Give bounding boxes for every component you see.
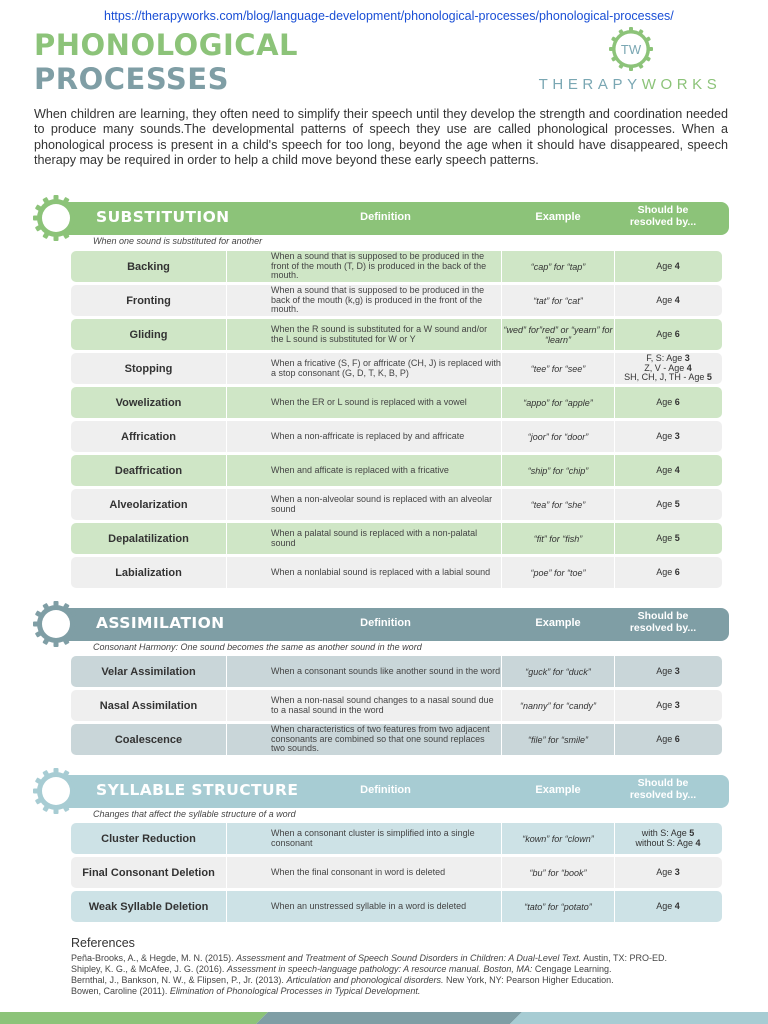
reference-title: Assessment in speech-language pathology: A resource manual. Boston, MA: [226,964,533,974]
resolved-age-line: Age 6 [656,396,680,407]
resolved-age-line: Age 3 [656,430,680,441]
reference-item [71,986,731,997]
substitution-subtitle: When one sound is substituted for another [93,236,263,246]
age-number: 5 [706,372,712,383]
resolved-age [616,557,720,588]
logo-mark-text: TW [620,42,642,57]
age-number: 3 [684,353,690,364]
resolved-header-line-1: Should be [637,204,689,216]
column-divider [501,421,502,452]
resolved-age-lines [656,534,680,544]
resolved-age [616,857,720,888]
column-divider [226,857,227,888]
process-definition: When the final consonant in word is deleted [271,866,446,877]
resolved-age-line: Age 4 [656,900,680,911]
reference-item [71,964,731,975]
age-number: 6 [674,733,680,744]
column-divider [501,857,502,888]
process-name: Alveolarization [109,498,188,511]
assimilation-header [58,608,729,641]
gear-icon [32,194,80,242]
process-name: Affrication [121,430,176,443]
resolved-age [616,891,720,922]
resolved-column-header [618,777,708,801]
process-definition: When a non-affricate is replaced by and affricate [271,430,465,441]
logo-wordmark-therapy: THERAPY [538,76,642,93]
resolved-age [616,489,720,520]
process-definition: When a consonant sounds like another sound in the word [271,665,501,676]
logo-wordmark-works: WORKS [641,76,722,93]
reference-title: Elimination of Phonological Processes in Typical Development. [169,986,421,996]
resolved-age-lines [656,262,680,272]
resolved-age [616,353,720,384]
resolved-age-lines [656,432,680,442]
process-example: “wed” for”red” or “yearn” for “learn” [503,324,613,345]
process-name: Backing [127,260,170,273]
resolved-column-header [618,610,708,634]
resolved-age-lines [656,667,680,677]
column-divider [226,656,227,687]
table-row [71,251,722,282]
column-divider [226,353,227,384]
column-divider [614,455,615,486]
process-definition: When a non-alveolar sound is replaced with an alveolar sound [271,494,493,514]
resolved-header-line-1: Should be [637,777,689,789]
process-example: “joor” for “door” [527,431,589,442]
process-name: Stopping [124,362,173,375]
reference-publisher: Cengage Learning. [532,964,612,974]
column-divider [226,251,227,282]
resolved-age-line: Age 3 [656,665,680,676]
table-row [71,891,722,922]
reference-title: Articulation and phonological disorders. [286,975,444,985]
syllable-structure-header [58,775,729,808]
column-divider [501,690,502,721]
resolved-age [616,455,720,486]
age-number: 5 [674,532,680,543]
column-divider [501,319,502,350]
age-number: 3 [674,430,680,441]
resolved-age-line: Age 3 [656,699,680,710]
age-number: 5 [674,498,680,509]
table-row [71,319,722,350]
resolved-age-line: F, S: Age 3 [646,353,690,364]
age-number: 5 [689,828,695,838]
column-divider [226,285,227,316]
resolved-age-lines [656,330,680,340]
process-definition: When a sound that is supposed to be produced in the back of the mouth (k,g) is produced in the front of the mouth. [271,285,485,315]
age-number: 4 [674,464,680,475]
column-divider [614,690,615,721]
resolved-age-line: Age 6 [656,566,680,577]
process-definition: When the ER or L sound is replaced with a vowel [271,396,467,407]
resolved-age-line: Age 4 [656,294,680,305]
column-divider [226,387,227,418]
gear-icon [32,767,80,815]
resolved-age [616,387,720,418]
column-divider [501,353,502,384]
process-example: “fit” for “fish” [533,533,583,544]
section-title: SUBSTITUTION [96,208,230,226]
footer-stripe [0,1012,768,1024]
reference-publisher: Austin, TX: PRO-ED. [581,953,667,963]
process-example: “poe” for “toe” [530,567,586,578]
column-divider [226,891,227,922]
resolved-age-lines [656,296,680,306]
age-number: 3 [674,866,680,877]
column-divider [614,489,615,520]
intro-paragraph: When children are learning, they often need to simplify their speech until they develop the strength and coordination needed to produce many sounds.The developmental patterns of speech they use are called phonological processes. When a phonological process is present in a child's speech for too long, beyond the age when it should have disappeared, speech therapy may be required in order to help a child move beyond these early speech patterns. [34,107,728,168]
column-divider [614,353,615,384]
table-row [71,557,722,588]
table-row [71,857,722,888]
resolved-age-lines [656,701,680,711]
process-example: “ship” for “chip” [527,465,589,476]
reference-item [71,975,731,986]
process-definition: When an unstressed syllable in a word is deleted [271,900,467,911]
column-divider [226,557,227,588]
logo-wordmark [528,76,732,93]
definition-column-header: Definition [360,784,411,796]
column-divider [226,523,227,554]
column-divider [614,251,615,282]
resolved-header-line-2: resolved by... [629,789,697,801]
resolved-header-line-2: resolved by... [629,216,697,228]
resolved-age [616,319,720,350]
column-divider [501,724,502,755]
process-name: Deaffrication [114,464,183,477]
age-number: 4 [695,837,701,848]
column-divider [614,523,615,554]
column-divider [226,455,227,486]
example-column-header: Example [535,211,581,223]
process-name: Nasal Assimilation [99,699,198,712]
substitution-header [58,202,729,235]
column-divider [614,656,615,687]
resolved-age [616,285,720,316]
resolved-age-lines [624,354,712,383]
column-divider [501,455,502,486]
process-example: “nanny” for “candy” [519,700,597,711]
process-example: “tat” for “cat” [533,295,583,306]
references [71,936,731,997]
page-title-line-2: PROCESSES [34,62,229,96]
resolved-age-line: Age 6 [656,733,680,744]
column-divider [501,891,502,922]
table-row [71,823,722,854]
process-definition: When a nonlabial sound is replaced with a labial sound [271,566,491,577]
table-row [71,489,722,520]
table-row [71,421,722,452]
age-number: 3 [674,699,680,710]
process-definition: When and afficate is replaced with a fricative [271,464,449,475]
resolved-age-line: Age 5 [656,498,680,509]
references-heading: References [71,936,135,950]
column-divider [614,387,615,418]
column-divider [226,724,227,755]
age-number: 4 [686,362,692,373]
process-example: “file” for “smile” [528,734,588,745]
table-row [71,353,722,384]
gear-logo-icon [608,26,654,72]
process-name: Gliding [129,328,168,341]
process-name: Labialization [115,566,182,579]
definition-column-header: Definition [360,211,411,223]
column-divider [614,421,615,452]
process-example: “tato” for “potato” [524,901,592,912]
resolved-header-line-2: resolved by... [629,622,697,634]
process-example: “guck” for “duck” [525,666,591,677]
column-divider [614,891,615,922]
resolved-age-lines [656,466,680,476]
table-row [71,523,722,554]
process-definition: When a non-nasal sound changes to a nasal sound due to a nasal sound in the word [271,695,494,715]
resolved-column-header [618,204,708,228]
process-example: “cap” for “tap” [530,261,586,272]
process-definition: When a palatal sound is replaced with a non-palatal sound [271,528,478,548]
reference-item [71,953,731,964]
column-divider [226,421,227,452]
column-divider [226,489,227,520]
column-divider [614,823,615,854]
resolved-age-line: Age 5 [656,532,680,543]
process-definition: When a sound that is supposed to be produced in the front of the mouth (T, D) is produced in the back of the mouth. [271,251,487,281]
age-number: 4 [674,900,680,911]
resolved-age-lines [656,568,680,578]
resolved-age-lines [635,829,700,848]
table-row [71,387,722,418]
age-number: 4 [674,294,680,305]
process-definition: When a fricative (S, F) or affricate (CH, J) is replaced with a stop consonant (G, D, T, K, B, P) [271,358,501,378]
section-title: ASSIMILATION [96,614,225,632]
age-number: 4 [674,260,680,271]
reference-authors: Bowen, Caroline (2011). [71,986,170,996]
syllable-structure-subtitle: Changes that affect the syllable structure of a word [93,809,296,819]
process-name: Vowelization [115,396,182,409]
resolved-age-lines [656,500,680,510]
process-name: Final Consonant Deletion [82,866,215,879]
resolved-age-line: without S: Age 4 [635,837,701,848]
column-divider [614,557,615,588]
column-divider [501,523,502,554]
resolved-age-line: Age 4 [656,260,680,271]
column-divider [226,690,227,721]
age-number: 6 [674,328,680,339]
resolved-age-lines [656,868,680,878]
example-column-header: Example [535,784,581,796]
column-divider [614,724,615,755]
process-name: Coalescence [114,733,183,746]
process-name: Fronting [126,294,171,307]
process-example: “tea” for “she” [530,499,586,510]
resolved-age-line: Age 4 [656,464,680,475]
resolved-age [616,251,720,282]
assimilation-subtitle: Consonant Harmony: One sound becomes the same as another sound in the word [93,642,422,652]
process-example: “kown” for “clown” [522,833,594,844]
column-divider [501,557,502,588]
age-number: 3 [674,665,680,676]
table-row [71,455,722,486]
section-title: SYLLABLE STRUCTURE [96,781,299,799]
source-url-link[interactable]: https://therapyworks.com/blog/language-development/phonological-processes/phonological-processes/ [104,9,674,23]
resolved-age [616,690,720,721]
process-name: Depalatilization [108,532,189,545]
reference-authors: Bernthal, J., Bankson, N. W., & Flipsen, P., Jr. (2013). [71,975,287,985]
column-divider [501,489,502,520]
resolved-header-line-1: Should be [637,610,689,622]
table-row [71,656,722,687]
process-name: Cluster Reduction [101,832,196,845]
reference-publisher: New York, NY: Pearson Higher Education. [443,975,614,985]
column-divider [614,319,615,350]
column-divider [614,285,615,316]
resolved-age-lines [656,902,680,912]
column-divider [614,857,615,888]
table-row [71,690,722,721]
resolved-age [616,724,720,755]
resolved-age-line: with S: Age 5 [641,828,695,838]
definition-column-header: Definition [360,617,411,629]
process-example: “tee” for “see” [530,363,586,374]
gear-icon [32,600,80,648]
reference-authors: Shipley, K. G., & McAfee, J. G. (2016). [71,964,227,974]
resolved-age-line: Age 3 [656,866,680,877]
resolved-age-line: Age 6 [656,328,680,339]
resolved-age-line: Z, V - Age 4 [644,362,692,373]
column-divider [501,285,502,316]
therapyworks-logo [528,26,732,96]
process-name: Velar Assimilation [101,665,196,678]
process-definition: When the R sound is substituted for a W sound and/or the L sound is substituted for W or Y [271,324,488,344]
process-example: “appo” for “apple” [523,397,593,408]
resolved-age [616,421,720,452]
example-column-header: Example [535,617,581,629]
reference-title: Assessment and Treatment of Speech Sound Disorders in Children: A Dual-Level Text. [236,953,582,963]
resolved-age-line: SH, CH, J, TH - Age 5 [624,372,712,383]
age-number: 6 [674,566,680,577]
column-divider [501,251,502,282]
column-divider [226,823,227,854]
age-number: 6 [674,396,680,407]
resolved-age [616,523,720,554]
process-definition: When characteristics of two features from two adjacent consonants are combined so that one sound replaces two sounds. [271,724,490,754]
resolved-age [616,656,720,687]
table-row [71,285,722,316]
table-row [71,724,722,755]
reference-authors: Peña-Brooks, A., & Hegde, M. N. (2015). [71,953,237,963]
resolved-age-lines [656,735,680,745]
reference-list [71,953,731,997]
resolved-age [616,823,720,854]
column-divider [501,656,502,687]
column-divider [501,823,502,854]
column-divider [226,319,227,350]
process-name: Weak Syllable Deletion [88,900,209,913]
page-title-line-1: PHONOLOGICAL [34,28,298,62]
resolved-age-lines [656,398,680,408]
process-example: “bu” for “book” [529,867,587,878]
process-definition: When a consonant cluster is simplified into a single consonant [271,828,475,848]
column-divider [501,387,502,418]
